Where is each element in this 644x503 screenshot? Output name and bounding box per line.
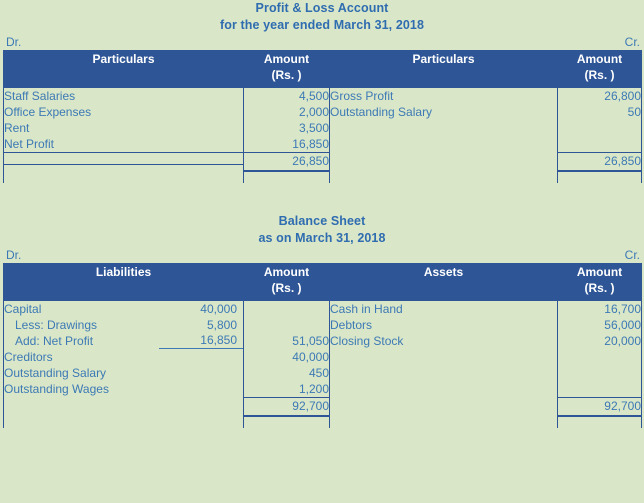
liability-sub-amount: 16,850 bbox=[159, 333, 243, 349]
table-body-row bbox=[4, 88, 642, 184]
column-header-amount-debit: Amount (Rs. ) bbox=[244, 51, 330, 88]
spacer-row bbox=[558, 136, 641, 152]
amount-value: 20,000 bbox=[604, 334, 641, 348]
credit-particulars-cell bbox=[330, 88, 558, 184]
column-header-amount-assets: Amount (Rs. ) bbox=[558, 264, 642, 301]
assets-amount-cell bbox=[558, 301, 642, 429]
list-item: Outstanding Salary bbox=[330, 105, 433, 119]
list-item bbox=[4, 301, 243, 317]
liabilities-total-spacer bbox=[4, 397, 243, 408]
credit-tail-spacer bbox=[330, 163, 557, 174]
credit-amount-cell bbox=[558, 88, 642, 184]
liability-label: Capital bbox=[4, 302, 42, 316]
liability-sub-amount: 5,800 bbox=[206, 318, 237, 332]
spacer-row bbox=[558, 381, 641, 397]
list-item: Office Expenses bbox=[4, 105, 92, 119]
spacer-row bbox=[558, 120, 641, 136]
debit-label: Dr. bbox=[6, 35, 22, 49]
table-body-row bbox=[4, 301, 642, 429]
column-header-particulars-debit: Particulars bbox=[4, 51, 244, 88]
debit-credit-labels bbox=[0, 247, 644, 263]
column-header-amount-credit: Amount (Rs. ) bbox=[558, 51, 642, 88]
list-item: Outstanding Salary bbox=[4, 366, 107, 380]
assets-tail-spacer bbox=[330, 408, 557, 419]
credit-total-spacer bbox=[330, 152, 557, 163]
column-header-amount-liabilities: Amount (Rs. ) bbox=[244, 264, 330, 301]
list-item bbox=[4, 333, 243, 349]
credit-total-value: 26,850 bbox=[558, 152, 641, 171]
column-header-particulars-credit: Particulars bbox=[330, 51, 558, 88]
title-line-2: for the year ended March 31, 2018 bbox=[219, 18, 425, 32]
assets-total-value: 92,700 bbox=[558, 397, 641, 416]
liability-sub-amount: 40,000 bbox=[200, 302, 237, 316]
profit-and-loss-table bbox=[3, 50, 642, 183]
liabilities-tail-spacer bbox=[4, 408, 243, 419]
balance-sheet-table bbox=[3, 263, 642, 428]
spacer-row bbox=[330, 381, 557, 397]
credit-label: Cr. bbox=[624, 35, 640, 49]
list-item: Debtors bbox=[330, 318, 373, 332]
debit-total-spacer bbox=[4, 152, 243, 165]
liability-label: Add: Net Profit bbox=[15, 334, 94, 348]
amount-value: 4,500 bbox=[298, 89, 329, 103]
list-item: Creditors bbox=[4, 350, 53, 364]
amount-value: 1,200 bbox=[298, 382, 329, 396]
table-header-row bbox=[4, 51, 642, 88]
column-header-liabilities: Liabilities bbox=[4, 264, 244, 301]
assets-total-underline bbox=[558, 416, 641, 428]
amount-value: 26,800 bbox=[604, 89, 641, 103]
list-item: Gross Profit bbox=[330, 89, 394, 103]
spacer-row bbox=[330, 349, 557, 365]
list-item: Cash in Hand bbox=[330, 302, 403, 316]
credit-label: Cr. bbox=[624, 248, 640, 262]
assets-particulars-cell bbox=[330, 301, 558, 429]
amount-value: 16,700 bbox=[604, 302, 641, 316]
amount-value: 450 bbox=[308, 366, 329, 380]
liabilities-amount-cell bbox=[244, 301, 330, 429]
amount-value: 40,000 bbox=[292, 350, 329, 364]
balance-sheet-title bbox=[0, 213, 644, 247]
list-item: Closing Stock bbox=[330, 334, 404, 348]
amount-value: 2,000 bbox=[298, 105, 329, 119]
spacer-row bbox=[330, 136, 557, 152]
amount-value: 16,850 bbox=[292, 137, 329, 151]
title-line-1: Profit & Loss Account bbox=[255, 1, 389, 15]
list-item bbox=[4, 317, 243, 333]
debit-total-underline bbox=[244, 171, 329, 183]
assets-total-spacer bbox=[330, 397, 557, 408]
liability-label: Less: Drawings bbox=[15, 318, 98, 332]
amount-value: 51,050 bbox=[292, 334, 329, 348]
debit-amount-cell bbox=[244, 88, 330, 184]
liabilities-total-value: 92,700 bbox=[244, 397, 329, 416]
balance-sheet-statement bbox=[0, 213, 644, 428]
statement-gap bbox=[0, 183, 644, 213]
debit-tail-spacer bbox=[4, 165, 243, 176]
credit-total-underline bbox=[558, 171, 641, 183]
list-item: Net Profit bbox=[4, 137, 55, 151]
profit-and-loss-title bbox=[0, 0, 644, 34]
profit-and-loss-statement bbox=[0, 0, 644, 183]
debit-credit-labels bbox=[0, 34, 644, 50]
debit-label: Dr. bbox=[6, 248, 22, 262]
spacer-row bbox=[558, 349, 641, 365]
spacer-row bbox=[558, 365, 641, 381]
spacer-row bbox=[244, 317, 329, 333]
liabilities-particulars-cell bbox=[4, 301, 244, 429]
debit-particulars-cell bbox=[4, 88, 244, 184]
spacer-row bbox=[330, 365, 557, 381]
amount-value: 50 bbox=[627, 105, 641, 119]
amount-value: 3,500 bbox=[298, 121, 329, 135]
title-line-2: as on March 31, 2018 bbox=[258, 231, 386, 245]
title-line-1: Balance Sheet bbox=[278, 214, 366, 228]
liabilities-total-underline bbox=[244, 416, 329, 428]
column-header-assets: Assets bbox=[330, 264, 558, 301]
table-header-row bbox=[4, 264, 642, 301]
spacer-row bbox=[244, 301, 329, 317]
list-item: Staff Salaries bbox=[4, 89, 76, 103]
debit-total-value: 26,850 bbox=[244, 152, 329, 171]
list-item: Rent bbox=[4, 121, 30, 135]
list-item: Outstanding Wages bbox=[4, 382, 109, 396]
spacer-row bbox=[330, 120, 557, 136]
amount-value: 56,000 bbox=[604, 318, 641, 332]
